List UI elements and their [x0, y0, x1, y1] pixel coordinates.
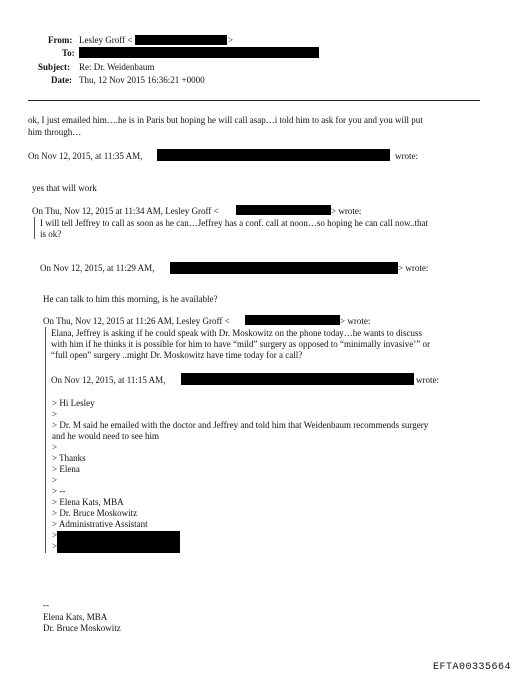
header-divider — [28, 100, 480, 101]
quote-header-1-wrote: wrote: — [395, 151, 418, 161]
quote-header-4-wrote: > wrote: — [340, 316, 371, 326]
reply-3: He can talk to him this morning, is he available? — [43, 294, 218, 304]
quoted-line-dash: > -- — [52, 486, 66, 496]
redaction-q1 — [157, 149, 390, 161]
quoted-line-gt-5: > — [52, 541, 58, 551]
redaction-to — [79, 47, 319, 58]
quote-header-5: On Nov 12, 2015, at 11:15 AM, — [51, 375, 166, 385]
from-value: Lesley Groff < — [79, 35, 133, 45]
quoted-line-gt-1: > — [52, 409, 58, 419]
redaction-from-email — [135, 35, 227, 45]
quoted-line-gt-4: > — [52, 530, 58, 540]
quote-header-3-wrote: > wrote: — [398, 263, 429, 273]
quoted-line-elena: > Elena — [52, 464, 80, 474]
quote-bar-2 — [34, 217, 35, 239]
date-value: Thu, 12 Nov 2015 16:36:21 +0000 — [79, 75, 205, 85]
redaction-q3 — [170, 262, 398, 274]
quoted-line-bruce: > Dr. Bruce Moskowitz — [52, 508, 138, 518]
subject-value: Re: Dr. Weidenbaum — [79, 62, 155, 72]
document-id: EFTA00335664 — [433, 662, 512, 673]
reply-line-2: him through… — [28, 127, 82, 137]
reply-line-1: ok, I just emailed him….he is in Paris but hoping he will call asap…i told him to ask for you and you will put — [28, 115, 423, 125]
quoted-line-admin: > Administrative Assistant — [52, 519, 148, 529]
signature-name: Elena Kats, MBA — [43, 612, 108, 622]
quote-4-line-3: “full open” surgery ..might Dr. Moskowitz have time today for a call? — [51, 350, 303, 360]
quote-header-2: On Thu, Nov 12, 2015 at 11:34 AM, Lesley Groff < — [32, 206, 219, 216]
quote-header-1: On Nov 12, 2015, at 11:35 AM, — [28, 151, 143, 161]
reply-1: yes that will work — [32, 183, 97, 193]
date-label: Date: — [51, 75, 72, 85]
redaction-q5 — [181, 373, 414, 385]
quote-bar-4 — [45, 327, 46, 553]
redaction-contact — [57, 531, 180, 553]
quote-header-5-wrote: wrote: — [416, 375, 439, 385]
quote-2-line-1: I will tell Jeffrey to call as soon as he can…Jeffrey has a conf. call at noon…so hoping he can call now..that — [40, 218, 428, 228]
to-label: To: — [62, 48, 75, 58]
quote-header-2-wrote: > wrote: — [331, 206, 362, 216]
quoted-line-kats: > Elena Kats, MBA — [52, 497, 124, 507]
redaction-q2 — [236, 205, 331, 215]
quoted-line-drm-2: and he would need to see him — [52, 431, 159, 441]
signature-dash: -- — [43, 600, 49, 610]
quote-4-line-2: with him if he thinks it is possible for him to have “mild” surgery as opposed to “minimally invasive’” or — [51, 339, 431, 349]
quote-header-4: On Thu, Nov 12, 2015 at 11:26 AM, Lesley Groff < — [43, 316, 230, 326]
quoted-line-hi: > Hi Lesley — [52, 398, 95, 408]
quote-header-3: On Nov 12, 2015, at 11:29 AM, — [40, 263, 155, 273]
from-value-close: > — [228, 35, 234, 45]
quoted-line-gt-3: > — [52, 475, 58, 485]
signature-doctor: Dr. Bruce Moskowitz — [43, 623, 121, 633]
quoted-line-thanks: > Thanks — [52, 453, 86, 463]
quoted-line-drm-1: > Dr. M said he emailed with the doctor and Jeffrey and told him that Weidenbaum recommends surgery — [52, 420, 429, 430]
from-label: From: — [48, 35, 73, 45]
redaction-q4 — [245, 315, 340, 325]
subject-label: Subject: — [38, 62, 70, 72]
quote-2-line-2: is ok? — [40, 229, 62, 239]
quoted-line-gt-2: > — [52, 442, 58, 452]
quote-4-line-1: Elana, Jeffrey is asking if he could speak with Dr. Moskowitz on the phone today…he wants to discuss — [51, 328, 423, 338]
